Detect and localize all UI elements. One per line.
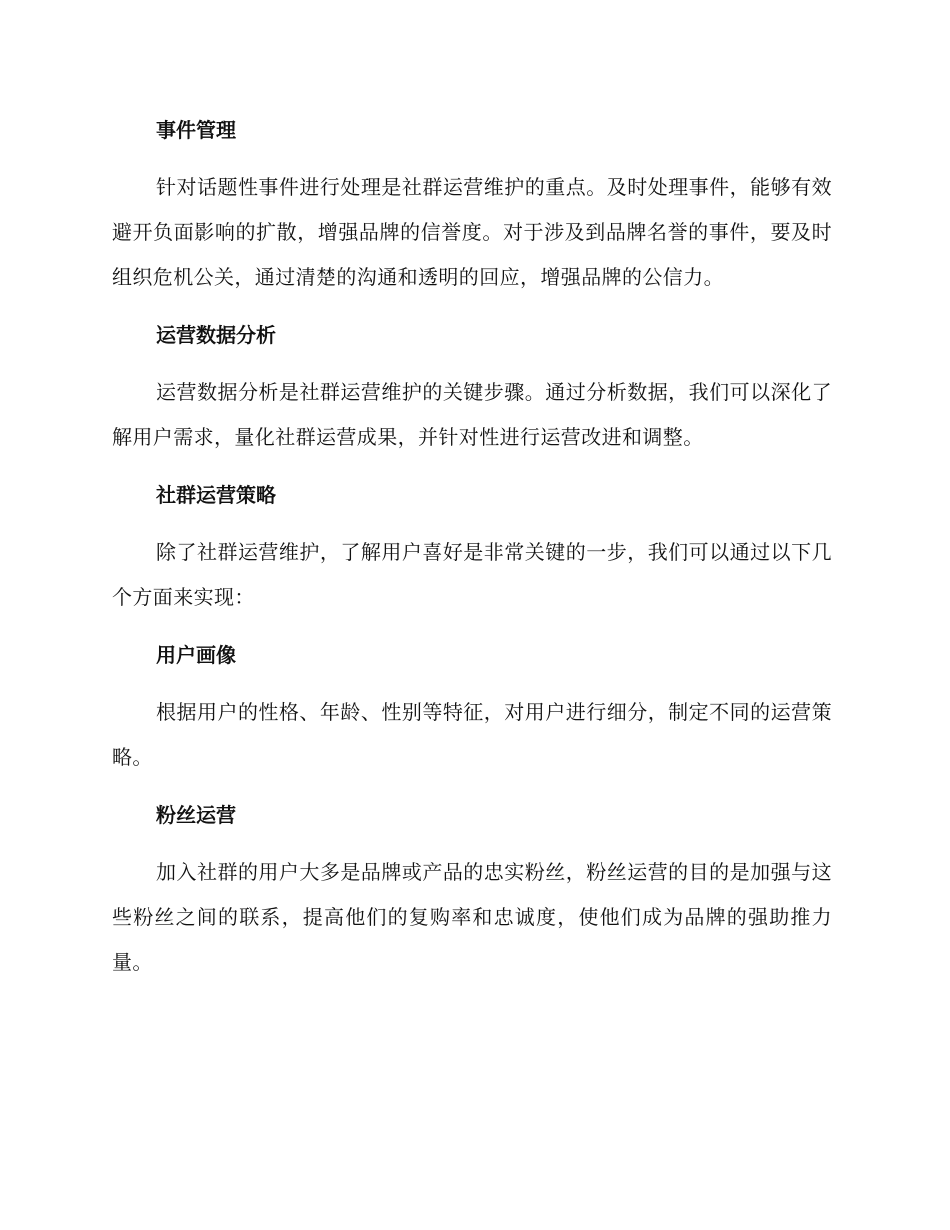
section-heading-community-strategy: 社群运营策略 [156,483,276,507]
section-body-data-analysis: 运营数据分析是社群运营维护的关键步骤。通过分析数据，我们可以深化了解用户需求，量化社群运营成果，并针对性进行运营改进和调整。 [112,380,832,449]
section-heading-fan-operation: 粉丝运营 [156,803,236,827]
section-heading-user-persona: 用户画像 [156,643,236,667]
section-body-user-persona: 根据用户的性格、年龄、性别等特征，对用户进行细分，制定不同的运营策略。 [112,700,832,769]
section-body-fan-operation: 加入社群的用户大多是品牌或产品的忠实粉丝，粉丝运营的目的是加强与这些粉丝之间的联系，提高他们的复购率和忠诚度，使他们成为品牌的强助推力量。 [112,860,832,974]
section-heading-data-analysis: 运营数据分析 [156,323,276,347]
section-heading-event-management: 事件管理 [156,118,236,142]
section-body-event-management: 针对话题性事件进行处理是社群运营维护的重点。及时处理事件，能够有效避开负面影响的扩散，增强品牌的信誉度。对于涉及到品牌名誉的事件，要及时组织危机公关，通过清楚的沟通和透明的回应，增强品牌的公信力。 [112,175,832,289]
document-page [112,108,832,998]
section-body-community-strategy: 除了社群运营维护，了解用户喜好是非常关键的一步，我们可以通过以下几个方面来实现： [112,540,832,609]
